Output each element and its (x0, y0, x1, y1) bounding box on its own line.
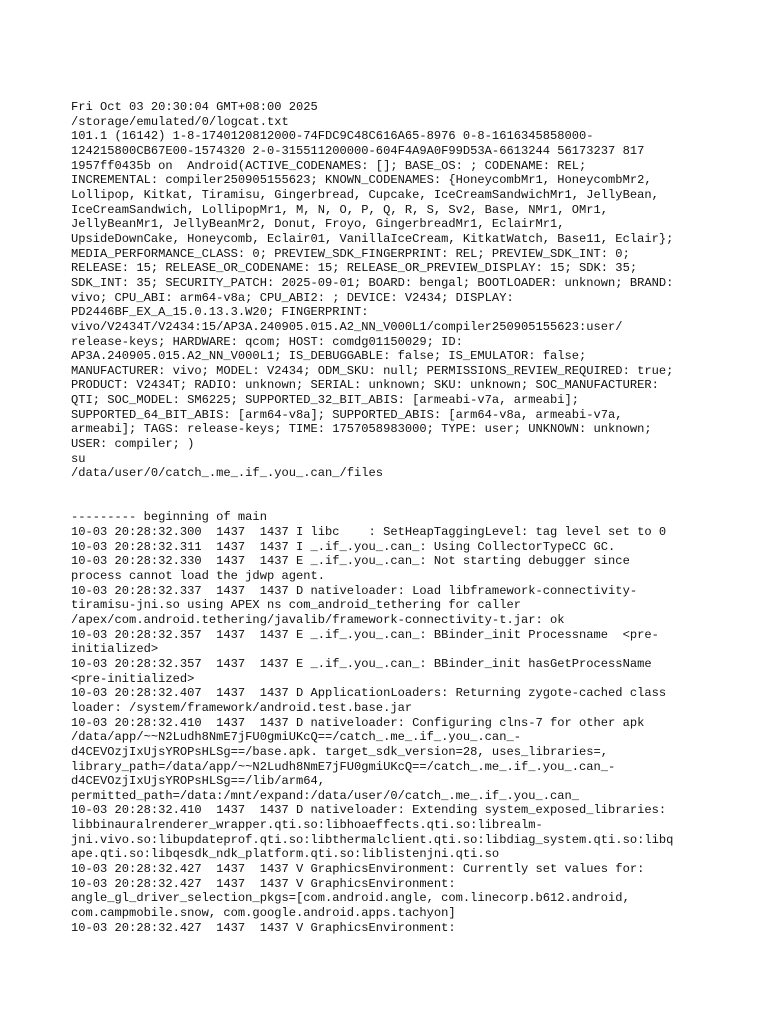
log-line: USER: compiler; ) (71, 437, 195, 452)
log-line: 101.1 (16142) 1-8-1740120812000-74FDC9C48C616A65-8976 0-8-1616345858000- (71, 129, 594, 144)
log-line: jni.vivo.so:libupdateprof.qti.so:libthermalclient.qti.so:libdiag_system.qti.so:libq (71, 832, 674, 847)
log-line: MANUFACTURER: vivo; MODEL: V2434; ODM_SKU: null; PERMISSIONS_REVIEW_REQUIRED: true; (71, 363, 674, 378)
log-line: 10-03 20:28:32.410 1437 1437 D nativeloader: Configuring clns-7 for other apk (71, 715, 645, 730)
log-line: 10-03 20:28:32.407 1437 1437 D ApplicationLoaders: Returning zygote-cached class (71, 686, 667, 701)
log-line: SUPPORTED_64_BIT_ABIS: [arm64-v8a]; SUPPORTED_ABIS: [arm64-v8a, armeabi-v7a, (71, 407, 623, 422)
log-line: d4CEVOzjIxUjsYROPsHLSg==/lib/arm64, (71, 774, 326, 789)
log-line: ape.qti.so:libqesdk_ndk_platform.qti.so:liblistenjni.qti.so (71, 847, 500, 862)
log-line: 10-03 20:28:32.337 1437 1437 D nativeloader: Load libframework-connectivity- (71, 583, 638, 598)
log-line: Fri Oct 03 20:30:04 GMT+08:00 2025 (71, 100, 318, 114)
log-line: libbinauralrenderer_wrapper.qti.so:libhoaeffects.qti.so:librealm- (71, 818, 543, 833)
log-line: tiramisu-jni.so using APEX ns com_android_tethering for caller (71, 598, 521, 613)
log-line: initialized> (71, 642, 159, 657)
log-line: PRODUCT: V2434T; RADIO: unknown; SERIAL: unknown; SKU: unknown; SOC_MANUFACTURER: (71, 378, 659, 393)
log-line (71, 481, 711, 496)
log-line: 10-03 20:28:32.357 1437 1437 E _.if_.you_.can_: BBinder_init hasGetProcessName (71, 656, 652, 671)
log-line: armeabi]; TAGS: release-keys; TIME: 1757058983000; TYPE: user; UNKNOWN: unknown; (71, 422, 652, 437)
log-line: UpsideDownCake, Honeycomb, Eclair01, VanillaIceCream, KitkatWatch, Base11, Eclair}; (71, 231, 674, 246)
log-line: AP3A.240905.015.A2_NN_V000L1; IS_DEBUGGABLE: false; IS_EMULATOR: false; (71, 349, 587, 364)
log-line: --------- beginning of main (71, 510, 267, 525)
log-line: vivo; CPU_ABI: arm64-v8a; CPU_ABI2: ; DEVICE: V2434; DISPLAY: (71, 290, 514, 305)
log-line: Lollipop, Kitkat, Tiramisu, Gingerbread, Cupcake, IceCreamSandwichMr1, JellyBean, (71, 187, 659, 202)
log-line (71, 496, 711, 511)
log-line: angle_gl_driver_selection_pkgs=[com.android.angle, com.linecorp.b612.android, (71, 891, 630, 906)
log-line: permitted_path=/data:/mnt/expand:/data/user/0/catch_.me_.if_.you_.can_ (71, 788, 580, 803)
log-line: com.campmobile.snow, com.google.android.apps.tachyon] (71, 906, 456, 921)
log-line: 10-03 20:28:32.427 1437 1437 V GraphicsEnvironment: Currently set values for: (71, 862, 645, 877)
log-line: 1957ff0435b on Android(ACTIVE_CODENAMES: []; BASE_OS: ; CODENAME: REL; (71, 158, 587, 173)
logcat-text-document (71, 100, 711, 935)
log-line: JellyBeanMr1, JellyBeanMr2, Donut, Froyo, GingerbreadMr1, EclairMr1, (71, 217, 565, 232)
log-line: su (71, 451, 86, 466)
log-line: 10-03 20:28:32.427 1437 1437 V GraphicsEnvironment: (71, 920, 456, 935)
log-line: library_path=/data/app/~~N2Ludh8NmE7jFU0gmiUKcQ==/catch_.me_.if_.you_.can_- (71, 759, 616, 774)
log-line: PD2446BF_EX_A_15.0.13.3.W20; FINGERPRINT: (71, 305, 369, 320)
log-line: SDK_INT: 35; SECURITY_PATCH: 2025-09-01; BOARD: bengal; BOOTLOADER: unknown; BRAND: (71, 275, 674, 290)
log-line: 124215800CB67E00-1574320 2-0-315511200000-604F4A9A0F99D53A-6613244 56173237 817 (71, 143, 645, 158)
log-line: 10-03 20:28:32.311 1437 1437 I _.if_.you_.can_: Using CollectorTypeCC GC. (71, 539, 616, 554)
log-line: 10-03 20:28:32.300 1437 1437 I libc : SetHeapTaggingLevel: tag level set to 0 (71, 525, 667, 539)
log-line: MEDIA_PERFORMANCE_CLASS: 0; PREVIEW_SDK_FINGERPRINT: REL; PREVIEW_SDK_INT: 0; (71, 246, 630, 261)
log-line: IceCreamSandwich, LollipopMr1, M, N, O, P, Q, R, S, Sv2, Base, NMr1, OMr1, (71, 202, 609, 217)
log-line: 10-03 20:28:32.410 1437 1437 D nativeloader: Extending system_exposed_libraries: (71, 803, 667, 818)
log-line: 10-03 20:28:32.427 1437 1437 V GraphicsEnvironment: (71, 876, 456, 891)
log-line: 10-03 20:28:32.330 1437 1437 E _.if_.you_.can_: Not starting debugger since (71, 554, 630, 569)
log-line: QTI; SOC_MODEL: SM6225; SUPPORTED_32_BIT_ABIS: [armeabi-v7a, armeabi]; (71, 393, 580, 408)
log-line: RELEASE: 15; RELEASE_OR_CODENAME: 15; RELEASE_OR_PREVIEW_DISPLAY: 15; SDK: 35; (71, 261, 638, 276)
log-line: INCREMENTAL: compiler250905155623; KNOWN_CODENAMES: {HoneycombMr1, HoneycombMr2, (71, 173, 652, 188)
log-line: vivo/V2434T/V2434:15/AP3A.240905.015.A2_NN_V000L1/compiler250905155623:user/ (71, 319, 623, 334)
log-line: <pre-initialized> (71, 671, 195, 686)
log-line: loader: /system/framework/android.test.base.jar (71, 700, 413, 715)
log-line: /storage/emulated/0/logcat.txt (71, 114, 289, 129)
log-line: process cannot load the jdwp agent. (71, 568, 326, 583)
log-line: release-keys; HARDWARE: qcom; HOST: comdg01150029; ID: (71, 334, 463, 349)
log-line: /data/app/~~N2Ludh8NmE7jFU0gmiUKcQ==/catch_.me_.if_.you_.can_- (71, 730, 521, 745)
log-line: 10-03 20:28:32.357 1437 1437 E _.if_.you_.can_: BBinder_init Processname <pre- (71, 627, 659, 642)
log-line: d4CEVOzjIxUjsYROPsHLSg==/base.apk. target_sdk_version=28, uses_libraries=, (71, 744, 609, 759)
log-line: /apex/com.android.tethering/javalib/framework-connectivity-t.jar: ok (71, 612, 565, 627)
log-line: /data/user/0/catch_.me_.if_.you_.can_/files (71, 466, 384, 481)
